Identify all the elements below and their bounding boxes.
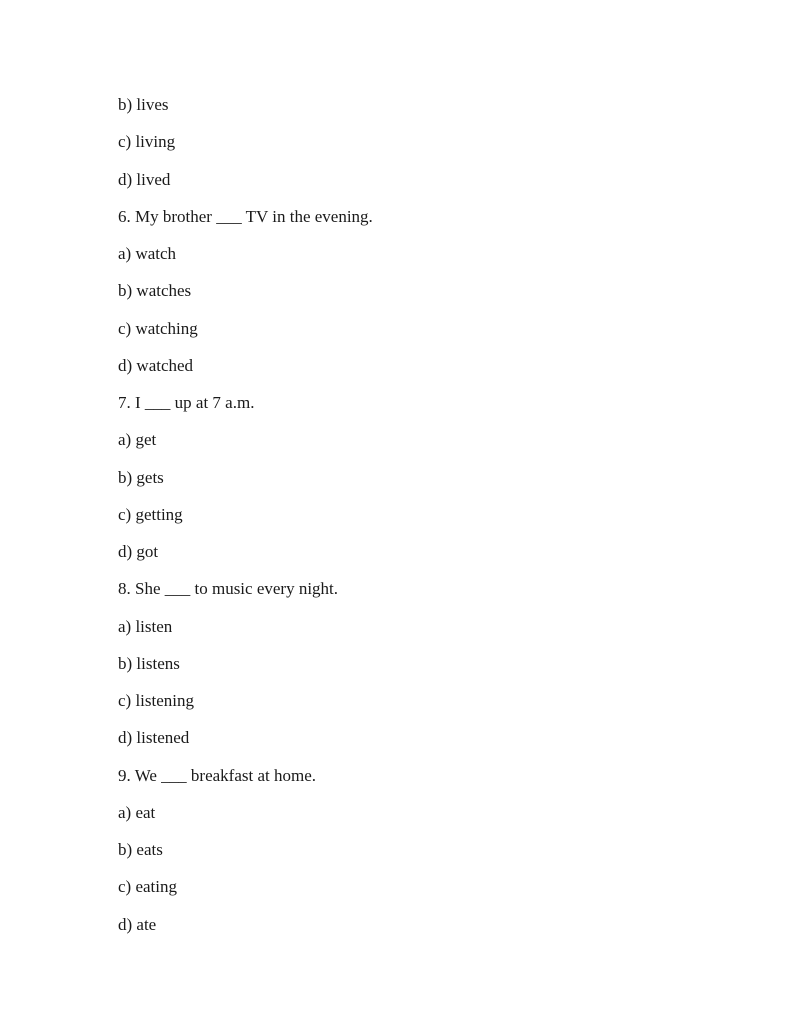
answer-option: b) lives (118, 95, 169, 114)
answer-option: b) listens (118, 653, 180, 673)
answer-option: b) eats (118, 840, 163, 859)
answer-option: c) getting (118, 504, 183, 524)
answer-option: a) listen (118, 616, 173, 636)
question-8: 8. She ___ to music every night. (118, 579, 339, 599)
answer-option: c) eating (118, 877, 177, 897)
answer-option: a) eat (118, 802, 156, 822)
answer-option: a) get (118, 430, 157, 450)
answer-option: c) living (118, 132, 176, 152)
question-9: 9. We ___ breakfast at home. (118, 765, 317, 785)
question-7: 7. I ___ up at 7 a.m. (118, 393, 255, 412)
answer-option: d) watched (118, 355, 194, 375)
answer-option: c) listening (118, 691, 195, 710)
document-page (118, 94, 718, 951)
answer-option: d) got (118, 542, 159, 561)
answer-option: a) watch (118, 244, 177, 263)
answer-option: d) ate (118, 914, 157, 934)
answer-option: d) lived (118, 169, 171, 189)
question-6: 6. My brother ___ TV in the evening. (118, 206, 373, 226)
answer-option: d) listened (118, 728, 190, 748)
answer-option: b) gets (118, 467, 164, 487)
answer-option: c) watching (118, 318, 198, 338)
answer-option: b) watches (118, 281, 192, 301)
